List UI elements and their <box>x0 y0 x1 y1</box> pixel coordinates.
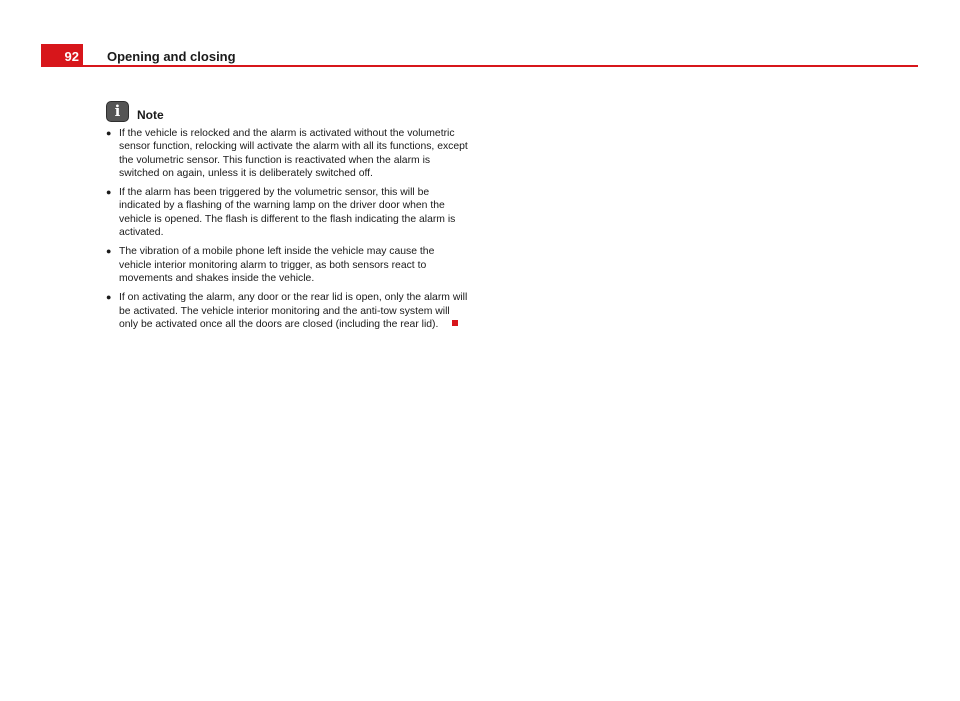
bullet-icon: ● <box>106 187 112 198</box>
note-item-text: If the alarm has been triggered by the volumetric sensor, this will be indicated by a flashing of the warning lamp on the driver door when the vehicle is opened. The flash is different to the flash indicating the alarm is activated. <box>119 187 456 239</box>
chapter-title: Opening and closing <box>107 49 236 64</box>
note-item <box>106 127 468 180</box>
note-item-text: If on activating the alarm, any door or the rear lid is open, only the alarm will be activated. The vehicle interior monitoring and the anti-tow system will only be activated once all the doors are closed (including the rear lid). <box>119 292 468 330</box>
page-header <box>41 44 918 67</box>
note-item <box>106 186 468 239</box>
note-title: Note <box>137 108 164 122</box>
info-icon: i <box>106 101 129 122</box>
header-rule <box>41 65 918 67</box>
note-header <box>106 101 468 123</box>
note-section <box>106 101 468 337</box>
note-item <box>106 245 468 285</box>
bullet-icon: ● <box>106 292 112 303</box>
note-item-text: The vibration of a mobile phone left inside the vehicle may cause the vehicle interior monitoring alarm to trigger, as both sensors react to movements and shakes inside the vehicle. <box>119 246 435 284</box>
bullet-icon: ● <box>106 246 112 257</box>
note-list <box>106 127 468 331</box>
bullet-icon: ● <box>106 128 112 138</box>
note-item <box>106 291 468 331</box>
note-item-text: If the vehicle is relocked and the alarm is activated without the volumetric sensor function, relocking will activate the alarm with all its functions, except the volumetric sensor. This function is reactivated when the alarm is switched on again, unless it is deliberately switched off. <box>119 128 468 179</box>
page-number: 92 <box>41 44 83 67</box>
end-of-section-marker-icon <box>452 320 458 326</box>
